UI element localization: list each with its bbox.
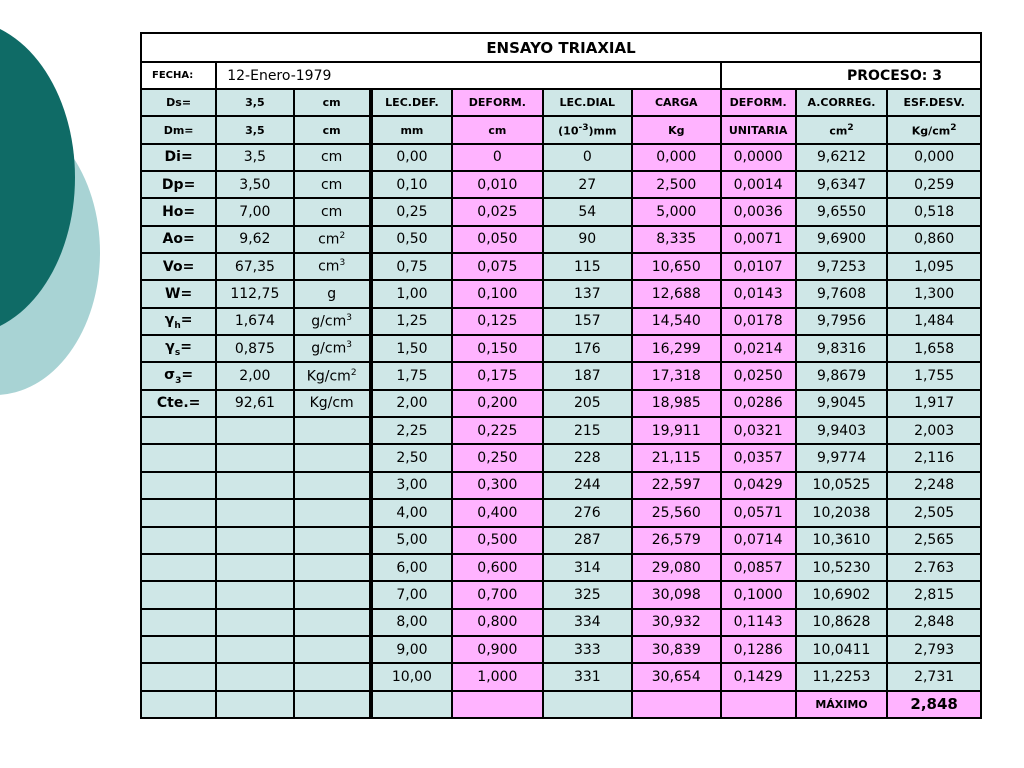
param-name: [141, 609, 216, 636]
data-cell: 0,175: [452, 362, 542, 389]
data-cell: 0,25: [371, 198, 452, 225]
empty-cell: [721, 691, 796, 718]
param-unit: [294, 581, 371, 608]
table-title: ENSAYO TRIAXIAL: [141, 33, 981, 62]
data-cell: 16,299: [632, 335, 720, 362]
table-row: [141, 308, 981, 335]
param-value: [216, 636, 293, 663]
data-cell: 10,00: [371, 663, 452, 690]
param-value: 9,62: [216, 226, 293, 253]
data-cell: 0,150: [452, 335, 542, 362]
column-header: DEFORM.: [452, 89, 542, 116]
table-row: [141, 362, 981, 389]
data-cell: 205: [543, 390, 632, 417]
data-cell: 10,0525: [796, 472, 888, 499]
data-cell: 215: [543, 417, 632, 444]
data-cell: 0,000: [887, 144, 981, 171]
param-name: [141, 691, 216, 718]
data-cell: 30,098: [632, 581, 720, 608]
param-name: Ao=: [141, 226, 216, 253]
data-cell: 0,000: [632, 144, 720, 171]
data-cell: 2.763: [887, 554, 981, 581]
data-cell: 6,00: [371, 554, 452, 581]
data-cell: 0,900: [452, 636, 542, 663]
data-cell: 9,7956: [796, 308, 888, 335]
param-value: [216, 527, 293, 554]
data-cell: 228: [543, 444, 632, 471]
data-cell: 0,860: [887, 226, 981, 253]
table-row: [141, 499, 981, 526]
data-cell: 0,0714: [721, 527, 796, 554]
param-name: Ds=: [141, 89, 216, 116]
proceso-label: PROCESO: 3: [721, 62, 982, 89]
column-header: A.CORREG.: [796, 89, 888, 116]
empty-cell: [632, 691, 720, 718]
data-cell: 0,0286: [721, 390, 796, 417]
param-name: Cte.=: [141, 390, 216, 417]
data-cell: 0,75: [371, 253, 452, 280]
data-cell: 0,0429: [721, 472, 796, 499]
column-header: Kg: [632, 116, 720, 143]
data-cell: 1,50: [371, 335, 452, 362]
param-unit: $g/cm^3$: [294, 335, 371, 362]
data-cell: 2,248: [887, 472, 981, 499]
data-cell: 9,7608: [796, 280, 888, 307]
data-cell: 0,0321: [721, 417, 796, 444]
column-header: LEC.DIAL: [543, 89, 632, 116]
param-name: [141, 472, 216, 499]
table-row: [141, 691, 981, 718]
param-unit: [294, 636, 371, 663]
table-row: [141, 581, 981, 608]
param-name: [141, 417, 216, 444]
data-cell: 29,080: [632, 554, 720, 581]
param-name: [141, 636, 216, 663]
data-cell: 2,25: [371, 417, 452, 444]
data-cell: 1,000: [452, 663, 542, 690]
param-name: Vo=: [141, 253, 216, 280]
param-unit: $cm^3$: [294, 253, 371, 280]
param-name: $\gamma_h=$: [141, 308, 216, 335]
data-cell: 2,003: [887, 417, 981, 444]
data-cell: 21,115: [632, 444, 720, 471]
data-cell: 0,1429: [721, 663, 796, 690]
table-row: [141, 472, 981, 499]
param-value: [216, 663, 293, 690]
data-cell: 2,565: [887, 527, 981, 554]
param-value: [216, 581, 293, 608]
data-cell: 0,1000: [721, 581, 796, 608]
data-cell: 1,917: [887, 390, 981, 417]
data-cell: 176: [543, 335, 632, 362]
table-row: [141, 226, 981, 253]
param-unit: [294, 554, 371, 581]
data-cell: 0,0107: [721, 253, 796, 280]
param-value: [216, 499, 293, 526]
data-cell: 0,125: [452, 308, 542, 335]
data-cell: 1,25: [371, 308, 452, 335]
column-header: $Kg/cm^2$: [887, 116, 981, 143]
param-unit: [294, 609, 371, 636]
param-value: [216, 417, 293, 444]
table-row: [141, 198, 981, 225]
param-unit: $cm^2$: [294, 226, 371, 253]
fecha-value: 12-Enero-1979: [216, 62, 720, 89]
data-cell: 0,0036: [721, 198, 796, 225]
column-header: $cm^2$: [796, 116, 888, 143]
data-cell: 2,00: [371, 390, 452, 417]
param-unit: Kg/cm: [294, 390, 371, 417]
table-row: [141, 444, 981, 471]
param-name: $\sigma_3=$: [141, 362, 216, 389]
data-cell: 22,597: [632, 472, 720, 499]
data-cell: 0,500: [452, 527, 542, 554]
data-cell: 0,010: [452, 171, 542, 198]
data-cell: 0,600: [452, 554, 542, 581]
maximo-label: MÁXIMO: [796, 691, 888, 718]
data-cell: 0,0178: [721, 308, 796, 335]
data-cell: 10,650: [632, 253, 720, 280]
param-unit: cm: [294, 198, 371, 225]
column-header: LEC.DEF.: [371, 89, 452, 116]
data-cell: 5,00: [371, 527, 452, 554]
data-cell: 0,0143: [721, 280, 796, 307]
data-cell: 9,00: [371, 636, 452, 663]
param-value: 3,5: [216, 144, 293, 171]
data-cell: 2,116: [887, 444, 981, 471]
param-unit: [294, 663, 371, 690]
data-cell: 30,932: [632, 609, 720, 636]
data-cell: 9,6900: [796, 226, 888, 253]
table-row: [141, 609, 981, 636]
data-cell: 0,1286: [721, 636, 796, 663]
param-name: [141, 554, 216, 581]
column-header: cm: [452, 116, 542, 143]
data-cell: 54: [543, 198, 632, 225]
data-cell: 244: [543, 472, 632, 499]
data-cell: 137: [543, 280, 632, 307]
table-row: [141, 417, 981, 444]
column-header: ESF.DESV.: [887, 89, 981, 116]
column-header: $(10^{-3})mm$: [543, 116, 632, 143]
data-cell: 10,8628: [796, 609, 888, 636]
empty-cell: [452, 691, 542, 718]
table-row: [141, 253, 981, 280]
data-cell: 2,50: [371, 444, 452, 471]
param-name: [141, 527, 216, 554]
data-cell: 9,9774: [796, 444, 888, 471]
data-cell: 8,335: [632, 226, 720, 253]
data-cell: 0: [452, 144, 542, 171]
param-name: [141, 444, 216, 471]
empty-cell: [371, 691, 452, 718]
data-cell: 1,300: [887, 280, 981, 307]
param-value: [216, 554, 293, 581]
data-cell: 0,400: [452, 499, 542, 526]
param-value: 7,00: [216, 198, 293, 225]
data-cell: 10,0411: [796, 636, 888, 663]
param-value: 2,00: [216, 362, 293, 389]
param-value: 3,5: [216, 116, 293, 143]
data-cell: 11,2253: [796, 663, 888, 690]
data-cell: 9,8316: [796, 335, 888, 362]
data-cell: 9,6212: [796, 144, 888, 171]
data-cell: 1,484: [887, 308, 981, 335]
data-cell: 0,518: [887, 198, 981, 225]
data-cell: 14,540: [632, 308, 720, 335]
data-cell: 10,2038: [796, 499, 888, 526]
triaxial-test-table: [140, 32, 982, 719]
param-unit: [294, 527, 371, 554]
param-value: [216, 444, 293, 471]
data-cell: 8,00: [371, 609, 452, 636]
data-cell: 0,075: [452, 253, 542, 280]
data-cell: 7,00: [371, 581, 452, 608]
param-value: 3,50: [216, 171, 293, 198]
data-cell: 276: [543, 499, 632, 526]
param-unit: [294, 691, 371, 718]
data-cell: 0: [543, 144, 632, 171]
column-header: UNITARIA: [721, 116, 796, 143]
data-cell: 18,985: [632, 390, 720, 417]
param-value: 0,875: [216, 335, 293, 362]
param-value: 3,5: [216, 89, 293, 116]
data-cell: 0,250: [452, 444, 542, 471]
param-unit: [294, 444, 371, 471]
param-unit: cm: [294, 116, 371, 143]
data-cell: 4,00: [371, 499, 452, 526]
param-unit: [294, 499, 371, 526]
data-cell: 0,025: [452, 198, 542, 225]
data-cell: 90: [543, 226, 632, 253]
param-value: [216, 472, 293, 499]
data-cell: 0,225: [452, 417, 542, 444]
data-cell: 9,8679: [796, 362, 888, 389]
param-unit: cm: [294, 171, 371, 198]
maximo-value: 2,848: [887, 691, 981, 718]
data-cell: 0,0071: [721, 226, 796, 253]
data-cell: 3,00: [371, 472, 452, 499]
param-name: [141, 663, 216, 690]
param-unit: [294, 417, 371, 444]
param-name: W=: [141, 280, 216, 307]
data-cell: 325: [543, 581, 632, 608]
data-cell: 0,0357: [721, 444, 796, 471]
data-cell: 0,800: [452, 609, 542, 636]
table-row: [141, 144, 981, 171]
empty-cell: [543, 691, 632, 718]
param-name: Di=: [141, 144, 216, 171]
data-cell: 9,6347: [796, 171, 888, 198]
column-header: mm: [371, 116, 452, 143]
data-cell: 2,731: [887, 663, 981, 690]
data-cell: 10,6902: [796, 581, 888, 608]
data-cell: 10,5230: [796, 554, 888, 581]
data-cell: 26,579: [632, 527, 720, 554]
param-value: 67,35: [216, 253, 293, 280]
data-cell: 0,300: [452, 472, 542, 499]
data-cell: 0,0014: [721, 171, 796, 198]
data-cell: 2,500: [632, 171, 720, 198]
data-cell: 1,755: [887, 362, 981, 389]
data-cell: 0,10: [371, 171, 452, 198]
param-value: 112,75: [216, 280, 293, 307]
data-cell: 0,0000: [721, 144, 796, 171]
fecha-label: FECHA:: [141, 62, 216, 89]
table-row: [141, 171, 981, 198]
data-cell: 19,911: [632, 417, 720, 444]
data-cell: 2,793: [887, 636, 981, 663]
data-cell: 0,200: [452, 390, 542, 417]
param-unit: g: [294, 280, 371, 307]
param-value: [216, 691, 293, 718]
data-cell: 2,848: [887, 609, 981, 636]
table-row: [141, 554, 981, 581]
param-unit: $g/cm^3$: [294, 308, 371, 335]
data-cell: 1,00: [371, 280, 452, 307]
param-value: 1,674: [216, 308, 293, 335]
table-row: [141, 89, 981, 116]
data-cell: 331: [543, 663, 632, 690]
data-cell: 9,7253: [796, 253, 888, 280]
param-unit: [294, 472, 371, 499]
param-name: Ho=: [141, 198, 216, 225]
data-cell: 0,0250: [721, 362, 796, 389]
data-cell: 0,0214: [721, 335, 796, 362]
data-cell: 334: [543, 609, 632, 636]
data-cell: 25,560: [632, 499, 720, 526]
data-cell: 115: [543, 253, 632, 280]
param-value: 92,61: [216, 390, 293, 417]
table-row: [141, 663, 981, 690]
data-cell: 0,0857: [721, 554, 796, 581]
data-cell: 9,6550: [796, 198, 888, 225]
param-name: [141, 499, 216, 526]
param-unit: cm: [294, 144, 371, 171]
data-cell: 1,75: [371, 362, 452, 389]
data-cell: 287: [543, 527, 632, 554]
column-header: CARGA: [632, 89, 720, 116]
table-row: [141, 636, 981, 663]
param-name: $\gamma_s=$: [141, 335, 216, 362]
param-value: [216, 609, 293, 636]
data-cell: 0,259: [887, 171, 981, 198]
table-row: [141, 116, 981, 143]
data-cell: 12,688: [632, 280, 720, 307]
data-cell: 10,3610: [796, 527, 888, 554]
data-cell: 0,100: [452, 280, 542, 307]
param-name: Dp=: [141, 171, 216, 198]
data-cell: 1,658: [887, 335, 981, 362]
data-cell: 0,1143: [721, 609, 796, 636]
param-name: Dm=: [141, 116, 216, 143]
data-cell: 17,318: [632, 362, 720, 389]
data-cell: 314: [543, 554, 632, 581]
data-cell: 2,505: [887, 499, 981, 526]
data-cell: 0,700: [452, 581, 542, 608]
table-row: [141, 390, 981, 417]
param-unit: cm: [294, 89, 371, 116]
data-cell: 0,050: [452, 226, 542, 253]
data-cell: 27: [543, 171, 632, 198]
data-cell: 0,0571: [721, 499, 796, 526]
data-cell: 2,815: [887, 581, 981, 608]
data-cell: 30,654: [632, 663, 720, 690]
data-cell: 5,000: [632, 198, 720, 225]
column-header: DEFORM.: [721, 89, 796, 116]
data-cell: 0,50: [371, 226, 452, 253]
param-unit: $Kg/cm^2$: [294, 362, 371, 389]
data-cell: 0,00: [371, 144, 452, 171]
data-cell: 1,095: [887, 253, 981, 280]
data-cell: 9,9403: [796, 417, 888, 444]
data-cell: 333: [543, 636, 632, 663]
data-cell: 30,839: [632, 636, 720, 663]
table-row: [141, 335, 981, 362]
data-cell: 187: [543, 362, 632, 389]
data-cell: 9,9045: [796, 390, 888, 417]
table-row: [141, 280, 981, 307]
data-cell: 157: [543, 308, 632, 335]
table-row: [141, 527, 981, 554]
param-name: [141, 581, 216, 608]
